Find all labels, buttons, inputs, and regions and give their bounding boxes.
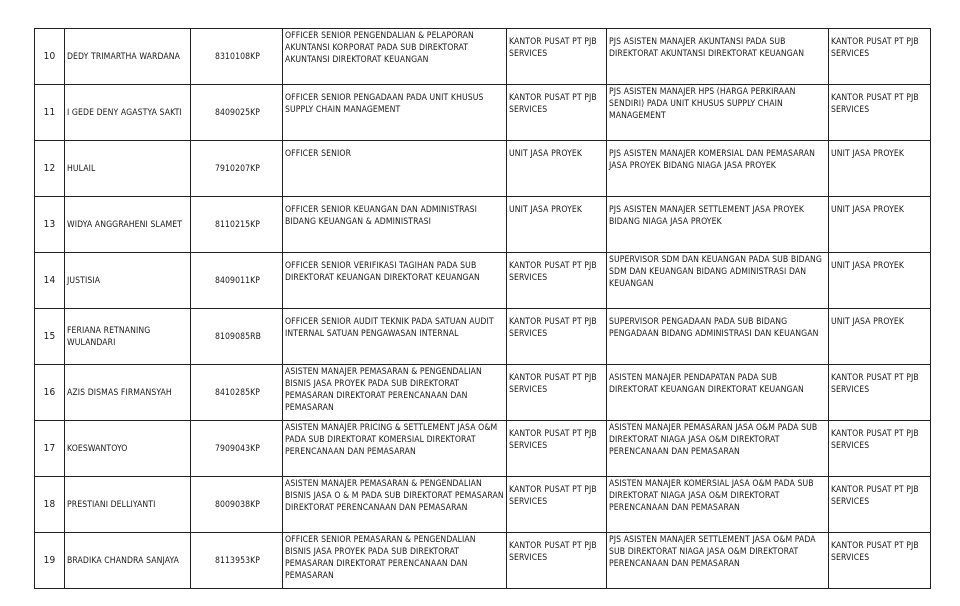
employee-name: I GEDE DENY AGASTYA SAKTI (65, 85, 191, 141)
employee-id: 8410285KP (191, 365, 283, 421)
table-row (35, 253, 931, 309)
old-position: OFFICER SENIOR VERIFIKASI TAGIHAN PADA SUB DIREKTORAT KEUANGAN DIREKTORAT KEUANGAN (283, 253, 507, 309)
old-position: ASISTEN MANAJER PEMASARAN & PENGENDALIAN BISNIS JASA O & M PADA SUB DIREKTORAT PEMASARAN DIREKTORAT PERENCANAAN DAN PEMASARAN (283, 477, 507, 533)
new-position: PJS ASISTEN MANAJER HPS (HARGA PERKIRAAN SENDIRI) PADA UNIT KHUSUS SUPPLY CHAIN MANAGEMENT (607, 85, 829, 141)
old-unit: KANTOR PUSAT PT PJB SERVICES (507, 85, 607, 141)
new-unit: KANTOR PUSAT PT PJB SERVICES (829, 533, 931, 589)
document-sheet (34, 28, 930, 589)
row-number: 18 (35, 477, 65, 533)
old-unit: UNIT JASA PROYEK (507, 141, 607, 197)
new-position: ASISTEN MANAJER PEMASARAN JASA O&M PADA SUB DIREKTORAT NIAGA JASA O&M DIREKTORAT PERENCANAAN DAN PEMASARAN (607, 421, 829, 477)
old-unit: KANTOR PUSAT PT PJB SERVICES (507, 421, 607, 477)
old-unit: UNIT JASA PROYEK (507, 197, 607, 253)
old-unit: KANTOR PUSAT PT PJB SERVICES (507, 533, 607, 589)
table-row (35, 85, 931, 141)
table-row (35, 365, 931, 421)
new-unit: KANTOR PUSAT PT PJB SERVICES (829, 29, 931, 85)
table-row (35, 477, 931, 533)
old-unit: KANTOR PUSAT PT PJB SERVICES (507, 365, 607, 421)
row-number: 14 (35, 253, 65, 309)
table-row (35, 141, 931, 197)
old-unit: KANTOR PUSAT PT PJB SERVICES (507, 477, 607, 533)
row-number: 17 (35, 421, 65, 477)
employee-name: JUSTISIA (65, 253, 191, 309)
old-position: OFFICER SENIOR PENGADAAN PADA UNIT KHUSUS SUPPLY CHAIN MANAGEMENT (283, 85, 507, 141)
employee-name: BRADIKA CHANDRA SANJAYA (65, 533, 191, 589)
old-position: ASISTEN MANAJER PEMASARAN & PENGENDALIAN BISNIS JASA PROYEK PADA SUB DIREKTORAT PEMASARAN DIREKTORAT PERENCANAAN DAN PEMASARAN (283, 365, 507, 421)
table-row (35, 197, 931, 253)
old-unit: KANTOR PUSAT PT PJB SERVICES (507, 29, 607, 85)
employee-id: 8110215KP (191, 197, 283, 253)
old-position: OFFICER SENIOR PENGENDALIAN & PELAPORAN AKUNTANSI KORPORAT PADA SUB DIREKTORAT AKUNTANSI DIREKTORAT KEUANGAN (283, 29, 507, 85)
employee-id: 8409025KP (191, 85, 283, 141)
old-unit: KANTOR PUSAT PT PJB SERVICES (507, 253, 607, 309)
employee-name: PRESTIANI DELLIYANTI (65, 477, 191, 533)
table-row (35, 421, 931, 477)
new-unit: UNIT JASA PROYEK (829, 141, 931, 197)
new-position: PJS ASISTEN MANAJER AKUNTANSI PADA SUB DIREKTORAT AKUNTANSI DIREKTORAT KEUANGAN (607, 29, 829, 85)
employee-name: WIDYA ANGGRAHENI SLAMET (65, 197, 191, 253)
old-position: OFFICER SENIOR AUDIT TEKNIK PADA SATUAN AUDIT INTERNAL SATUAN PENGAWASAN INTERNAL (283, 309, 507, 365)
new-position: PJS ASISTEN MANAJER SETTLEMENT JASA O&M PADA SUB DIREKTORAT NIAGA JASA O&M DIREKTORAT PERENCANAAN DAN PEMASARAN (607, 533, 829, 589)
table-row (35, 533, 931, 589)
employee-name: AZIS DISMAS FIRMANSYAH (65, 365, 191, 421)
table-row (35, 29, 931, 85)
new-unit: UNIT JASA PROYEK (829, 197, 931, 253)
new-position: SUPERVISOR PENGADAAN PADA SUB BIDANG PENGADAAN BIDANG ADMINISTRASI DAN KEUANGAN (607, 309, 829, 365)
new-unit: KANTOR PUSAT PT PJB SERVICES (829, 365, 931, 421)
personnel-table (34, 28, 931, 589)
row-number: 11 (35, 85, 65, 141)
new-position: ASISTEN MANAJER KOMERSIAL JASA O&M PADA SUB DIREKTORAT NIAGA JASA O&M DIREKTORAT PERENCANAAN DAN PEMASARAN (607, 477, 829, 533)
row-number: 13 (35, 197, 65, 253)
old-position: OFFICER SENIOR PEMASARAN & PENGENDALIAN BISNIS JASA PROYEK PADA SUB DIREKTORAT PEMASARAN DIREKTORAT PERENCANAAN DAN PEMASARAN (283, 533, 507, 589)
table-row (35, 309, 931, 365)
new-unit: UNIT JASA PROYEK (829, 309, 931, 365)
row-number: 10 (35, 29, 65, 85)
new-position: PJS ASISTEN MANAJER SETTLEMENT JASA PROYEK BIDANG NIAGA JASA PROYEK (607, 197, 829, 253)
employee-id: 7909043KP (191, 421, 283, 477)
old-unit: KANTOR PUSAT PT PJB SERVICES (507, 309, 607, 365)
table-body (35, 29, 931, 589)
new-position: ASISTEN MANAJER PENDAPATAN PADA SUB DIREKTORAT KEUANGAN DIREKTORAT KEUANGAN (607, 365, 829, 421)
new-unit: KANTOR PUSAT PT PJB SERVICES (829, 85, 931, 141)
new-unit: KANTOR PUSAT PT PJB SERVICES (829, 421, 931, 477)
employee-id: 8409011KP (191, 253, 283, 309)
new-unit: KANTOR PUSAT PT PJB SERVICES (829, 477, 931, 533)
new-position: PJS ASISTEN MANAJER KOMERSIAL DAN PEMASARAN JASA PROYEK BIDANG NIAGA JASA PROYEK (607, 141, 829, 197)
old-position: ASISTEN MANAJER PRICING & SETTLEMENT JASA O&M PADA SUB DIREKTORAT KOMERSIAL DIREKTORAT PERENCANAAN DAN PEMASARAN (283, 421, 507, 477)
employee-id: 8310108KP (191, 29, 283, 85)
row-number: 19 (35, 533, 65, 589)
row-number: 16 (35, 365, 65, 421)
employee-name: KOESWANTOYO (65, 421, 191, 477)
new-unit: UNIT JASA PROYEK (829, 253, 931, 309)
old-position: OFFICER SENIOR KEUANGAN DAN ADMINISTRASI BIDANG KEUANGAN & ADMINISTRASI (283, 197, 507, 253)
employee-id: 8113953KP (191, 533, 283, 589)
employee-id: 8009038KP (191, 477, 283, 533)
employee-name: HULAIL (65, 141, 191, 197)
employee-name: FERIANA RETNANING WULANDARI (65, 309, 191, 365)
new-position: SUPERVISOR SDM DAN KEUANGAN PADA SUB BIDANG SDM DAN KEUANGAN BIDANG ADMINISTRASI DAN KEUANGAN (607, 253, 829, 309)
row-number: 12 (35, 141, 65, 197)
employee-id: 7910207KP (191, 141, 283, 197)
old-position: OFFICER SENIOR (283, 141, 507, 197)
employee-name: DEDY TRIMARTHA WARDANA (65, 29, 191, 85)
employee-id: 8109085RB (191, 309, 283, 365)
row-number: 15 (35, 309, 65, 365)
